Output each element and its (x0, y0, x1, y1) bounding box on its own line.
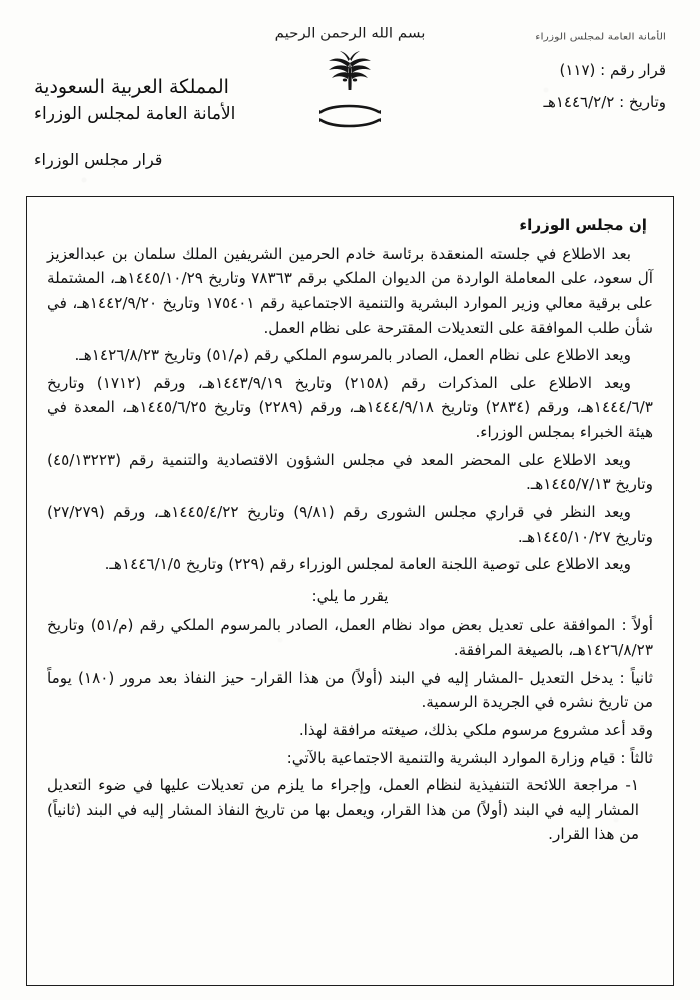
royal-decree-note: وقد أعد مشروع مرسوم ملكي بذلك، صيغته مرافقة لهذا. (298, 720, 653, 739)
basmala-text: بسم الله الرحمن الرحيم (274, 24, 426, 42)
council-decision-title: قرار مجلس الوزراء (34, 150, 163, 169)
document-body-frame (26, 196, 674, 986)
document-header (0, 0, 700, 178)
preamble-paragraph-2: ويعد الاطلاع على نظام العمل، الصادر بالمرسوم الملكي رقم (م/٥١) وتاريخ ١٤٢٦/٨/٢٣هـ. (74, 346, 631, 365)
decree-text (47, 213, 653, 847)
opening-line: إن مجلس الوزراء (519, 216, 647, 234)
header-left-block (446, 30, 666, 111)
decree-date: وتاريخ : ١٤٤٦/٢/٢هـ (543, 93, 666, 111)
clause-third-item-1: ١- مراجعة اللائحة التنفيذية لنظام العمل، وإجراء ما يلزم من تعديلات عليها في ضوء التعديل المشار إليه في البند (أولاً) من هذا القرار، ويعمل بها من تاريخ النفاذ المشار إليه في البند (ثانياً) من هذا القرار. (47, 776, 639, 844)
official-stamp-text: الأمانة العامة لمجلس الوزراء (535, 31, 666, 42)
kingdom-title: المملكة العربية السعودية (34, 75, 229, 99)
preamble-paragraph-6: ويعد الاطلاع على توصية اللجنة العامة لمجلس الوزراء رقم (٢٢٩) وتاريخ ١٤٤٦/١/٥هـ. (104, 555, 631, 574)
preamble-paragraph-4: ويعد الاطلاع على المحضر المعد في مجلس الشؤون الاقتصادية والتنمية رقم (٤٥/١٣٢٢٣) وتاريخ ١٤٤٥/٧/١٣هـ. (47, 450, 653, 494)
preamble-paragraph-1: بعد الاطلاع في جلسته المنعقدة برئاسة خادم الحرمين الشريفين الملك سلمان بن عبدالعزيز آل سعود، على المعاملة الواردة من الديوان الملكي برقم ٧٨٣٦٣ وتاريخ ١٤٤٥/١٠/٢٩هـ، المشتملة على برقية معالي وزير الموارد البشرية والتنمية الاجتماعية رقم ١٧٥٤٠١ وتاريخ ١٤٤٢/٩/٢٠هـ، في شأن طلب الموافقة على التعديلات المقترحة على نظام العمل. (47, 244, 653, 337)
general-secretariat-title: الأمانة العامة لمجلس الوزراء (34, 103, 236, 124)
header-right-block (34, 74, 284, 126)
clause-third: ثالثاً : قيام وزارة الموارد البشرية والتنمية الاجتماعية بالآتي: (286, 748, 653, 767)
preamble-paragraph-5: ويعد النظر في قراري مجلس الشورى رقم (٩/٨١) وتاريخ ١٤٤٥/٤/٢٢هـ، ورقم (٢٧/٢٧٩) وتاريخ ١٤٤٥/١٠/٢٧هـ. (47, 502, 653, 546)
preamble-paragraph-3: ويعد الاطلاع على المذكرات رقم (٢١٥٨) وتاريخ ١٤٤٣/٩/١٩هـ، ورقم (١٧١٢) وتاريخ ١٤٤٤/٦/٣هـ، ورقم (٢٨٣٤) وتاريخ ١٤٤٤/٩/١٨هـ، ورقم (٢٢٨٩) وتاريخ ١٤٤٥/٦/٢٥هـ، المعدة في هيئة الخبراء بمجلس الوزراء. (47, 373, 653, 441)
clause-second: ثانياً : يدخل التعديل -المشار إليه في البند (أولاً) من هذا القرار- حيز النفاذ بعد مرور (١٨٠) يوماً من تاريخ نشره في الجريدة الرسمية. (47, 668, 654, 712)
saudi-emblem-icon (313, 50, 387, 136)
clause-first: أولاً : الموافقة على تعديل بعض مواد نظام العمل، الصادر بالمرسوم الملكي رقم (م/٥١) وتاريخ ١٤٢٦/٨/٢٣هـ، بالصيغة المرافقة. (47, 616, 653, 659)
decides-label: يقرر ما يلي: (311, 586, 389, 605)
decree-number: قرار رقم : (١١٧) (559, 61, 666, 79)
